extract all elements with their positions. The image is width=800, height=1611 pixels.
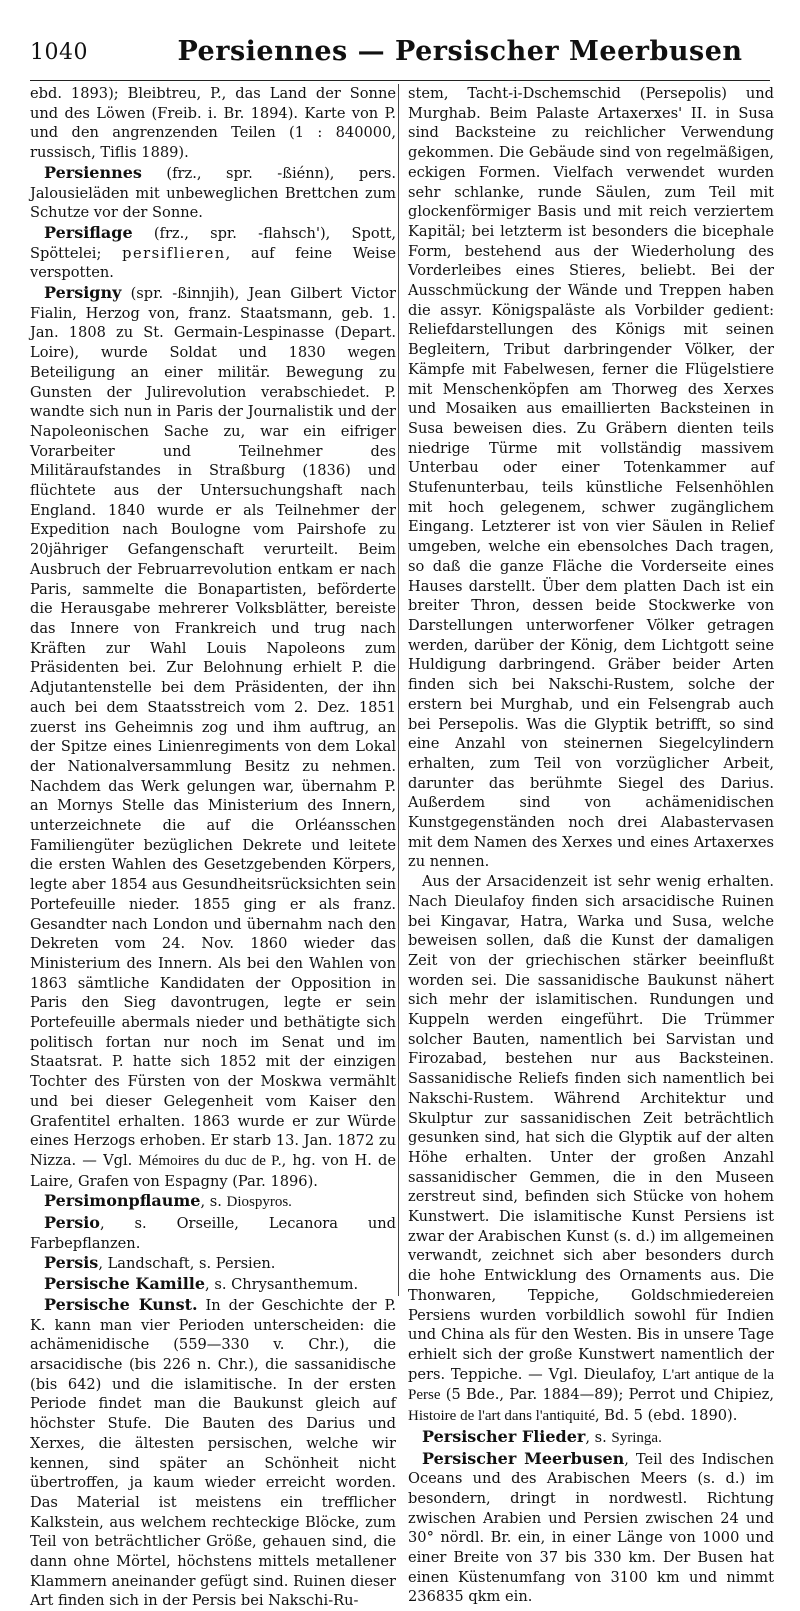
running-head: Persiennes — Persischer Meerbusen <box>177 36 743 67</box>
entry-continuation: ebd. 1893); Bleibtreu, P., das Land der Sonne und des Löwen (Freib. i. Br. 1894). Karte von P. und den angrenzenden Teilen (1 : 840000, russisch, Tiflis 1889). <box>30 85 396 162</box>
entry-persio: Persio, s. Orseille, Lecanora und Farbepflanzen. <box>30 1213 396 1252</box>
header-rule <box>30 80 770 81</box>
headword: Persiennes <box>44 162 142 182</box>
entry-persigny: Persigny (spr. -ßinnjih), Jean Gilbert Victor Fialin, Herzog von, franz. Staatsmann, geb. 1. Jan. 1808 zu St. Germain-Lespinasse (Depart. Loire), wurde Soldat und 1830 wegen Beteiligung an einer militär. Bewegung zu Gunsten der Julirevolution verabschiedet. P. wandte sich nun in Paris der Journalistik und der Napoleonischen Sache zu, war ein eifriger Vorarbeiter und Teilnehmer des Militäraufstandes in Straßburg (1836) und flüchtete aus der Untersuchungshaft nach England. 1840 wurde er als Teilnehmer der Expedition nach Boulogne vom Pairshofe zu 20jähriger Gefangenschaft verurteilt. Beim Ausbruch der Februarrevolution entkam er nach Paris, sammelte die Bonapartisten, beförderte die Herausgabe mehrerer Volksblätter, bereiste das Innere von Frankreich und trug nach Kräften zur Wahl Louis Napoleons zum Präsidenten bei. Zur Belohnung erhielt P. die Adjutantenstelle bei dem Präsidenten, der ihn auch bei dem Staatsstreich vom 2. Dez. 1851 zuerst ins Geheimnis zog und ihm auftrug, an der Spitze eines Linienregiments von dem Lokal der Nationalversammlung Besitz zu nehmen. Nachdem das Werk gelungen war, übernahm P. an Mornys Stelle das Ministerium des Innern, unterzeichnete die auf die Orléansschen Familiengüter bezüglichen Dekrete und leitete die ersten Wahlen des Gesetzgebenden Körpers, legte aber 1854 aus Gesundheitsrücksichten sein Portefeuille nieder. 1855 ging er als franz. Gesandter nach London und übernahm nach den Dekreten vom 24. Nov. 1860 wieder das Ministerium des Innern. Als bei den Wahlen von 1863 sämtliche Kandidaten der Opposition in Paris den Sieg davontrugen, legte er sein Portefeuille abermals nieder und bethätigte sich politisch fortan nur noch im Senat und im Staatsrat. P. hatte sich 1852 mit der einzigen Tochter des Fürsten von der Moskwa vermählt und bei dieser Gelegenheit vom Kaiser den Grafentitel erhalten. 1863 wurde er zur Würde eines Herzogs erhoben. Er starb 13. Jan. 1872 zu Nizza. — Vgl. Mémoires du duc de P., hg. von H. de Laire, Grafen von Espagny (Par. 1896). <box>30 283 396 1190</box>
entry-persische-kunst-arsaciden: Aus der Arsacidenzeit ist sehr wenig erhalten. Nach Dieulafoy finden sich arsacidische Ruinen bei Kingavar, Hatra, Warka und Susa, welche beweisen sollen, daß die Kunst der damaligen Zeit von der griechischen stärker beeinflußt worden sei. Die sassanidische Baukunst nähert sich mehr der islamitischen. Rundungen und Kuppeln werden eingeführt. Die Trümmer solcher Bauten, namentlich bei Sarvistan und Firozabad, bestehen nur aus Backsteinen. Sassanidische Reliefs finden sich namentlich bei Nakschi-Rustem. Während Architektur und Skulptur zur sassanidischen Zeit beträchtlich gesunken sind, hat sich die Glyptik auf der alten Höhe erhalten. Unter der großen Anzahl sassanidischer Gemmen, die in den Museen zerstreut sind, befinden sich Stücke von hohem Kunstwert. Die islamitische Kunst Persiens ist zwar der Arabischen Kunst (s. d.) im allgemeinen verwandt, zeichnet sich aber besonders durch die hohe Entwicklung des Ornaments aus. Die Thonwaren, Teppiche, Goldschmiedereien Persiens wurden vorbildlich sowohl für Indien und China als für den Westen. Bis in unsere Tage erhielt sich der große Kunstwert namentlich der pers. Teppiche. — Vgl. Dieulafoy, L'art antique de la Perse (5 Bde., Par. 1884—89); Perrot und Chipiez, Histoire de l'art dans l'antiquité, Bd. 5 (ebd. 1890). <box>408 873 774 1425</box>
headword: Persio <box>44 1213 100 1233</box>
headword: Persigny <box>44 283 122 303</box>
page-header <box>30 34 770 74</box>
entry-persische-kunst-cont: stem, Tacht-i-Dschemschid (Persepolis) und Murghab. Beim Palaste Artaxerxes' II. in Susa sind Backsteine zu reichlicher Verwendung gekommen. Die Gebäude sind von regelmäßigen, eckigen Formen. Vielfach verwendet wurden sehr schlanke, runde Säulen, zum Teil mit glockenförmiger Basis und mit reich verziertem Kapitäl; bei letzterm ist besonders die bicephale Form, bestehend aus der Wiederholung des Vorderleibes eines Stieres, beliebt. Bei der Ausschmückung der Wände und Treppen haben die assyr. Königspaläste als Vorbilder gedient: Reliefdarstellungen des Königs mit seinen Begleitern, Tribut darbringender Völker, der Kämpfe mit Fabelwesen, ferner die Flügelstiere mit Menschenköpfen am Thorweg des Xerxes und Mosaiken aus emaillierten Backsteinen in Susa beweisen dies. Zu Gräbern dienten teils niedrige Türme mit vollständig massivem Unterbau oder einer Totenkammer auf Stufenunterbau, teils künstliche Felsenhöhlen mit hoch gelegenem, schwer zugänglichem Eingang. Letzterer ist von vier Säulen in Relief umgeben, welche ein ebensolches Dach tragen, so daß die ganze Fläche die Vorderseite eines Hauses darstellt. Über dem platten Dach ist ein breiter Thron, dessen beide Stockwerke von Darstellungen unterworfener Völker getragen werden, darüber der König, dem Lichtgott seine Huldigung darbringend. Gräber beider Arten finden sich bei Nakschi-Rustem, solche der erstern bei Murghab, und ein Felsengrab auch bei Persepolis. Was die Glyptik betrifft, so sind eine Anzahl von steinernen Siegelcylindern erhalten, zum Teil von vorzüglicher Arbeit, darunter das berühmte Siegel des Darius. Außerdem sind von achämenidischen Kunstgegenständen noch drei Alabastervasen mit dem Namen des Xerxes und eines Artaxerxes zu nennen. <box>408 85 774 871</box>
entry-persischer-flieder: Persischer Flieder, s. Syringa. <box>422 1426 662 1446</box>
entry-persiennes: Persiennes (frz., spr. -ßiénn), pers. Jalousieläden mit unbeweglichen Brettchen zum Schutze vor der Sonne. <box>30 162 396 222</box>
entry-persis: Persis, Landschaft, s. Persien. <box>44 1253 276 1273</box>
right-column <box>408 84 774 1607</box>
page-number: 1040 <box>30 40 88 65</box>
left-column <box>30 84 396 1611</box>
entry-persischer-meerbusen: Persischer Meerbusen, Teil des Indischen Oceans und des Arabischen Meers (s. d.) im besondern, dringt in nordwestl. Richtung zwischen Arabien und Persien zwischen 24 und 30° nördl. Br. ein, in einer Länge von 1000 und einer Breite von 37 bis 330 km. Der Busen hat einen Küstenumfang von 3100 km und nimmt 236835 qkm ein. <box>408 1448 774 1606</box>
headword: Persische Kunst. <box>44 1294 198 1314</box>
column-divider <box>398 84 399 1296</box>
entry-persiflage: Persiflage (frz., spr. -flahsch'), Spott, Spöttelei; persiflieren, auf feine Weise verspotten. <box>30 222 396 282</box>
entry-persimonpflaume: Persimonpflaume, s. Diospyros. <box>44 1191 292 1211</box>
headword: Persische Kamille <box>44 1274 206 1294</box>
entry-persische-kunst: Persische Kunst. In der Geschichte der P. K. kann man vier Perioden unterscheiden: die achämenidische (559—330 v. Chr.), die arsacidische (bis 226 n. Chr.), die sassanidische (bis 642) und die islamitische. In der ersten Periode findet man die Baukunst gleich auf höchster Stufe. Die Bauten des Darius und Xerxes, die ältesten persischen, welche wir kennen, sind später an Schönheit nicht übertroffen, ja kaum wieder erreicht worden. Das Material ist meistens ein trefflicher Kalkstein, aus welchem rechteckige Blöcke, zum Teil von beträchtlicher Größe, gehauen sind, die dann ohne Mörtel, höchstens mittels metallener Klammern aneinander gefügt sind. Ruinen dieser Art finden sich in der Persis bei Nakschi-Ru- <box>30 1294 397 1610</box>
headword: Persischer Meerbusen <box>422 1448 625 1468</box>
headword: Persis <box>44 1253 99 1273</box>
headword: Persimonpflaume <box>44 1191 201 1211</box>
headword: Persischer Flieder <box>422 1426 586 1446</box>
entry-persische-kamille: Persische Kamille, s. Chrysanthemum. <box>44 1274 359 1294</box>
headword: Persiflage <box>44 222 133 242</box>
